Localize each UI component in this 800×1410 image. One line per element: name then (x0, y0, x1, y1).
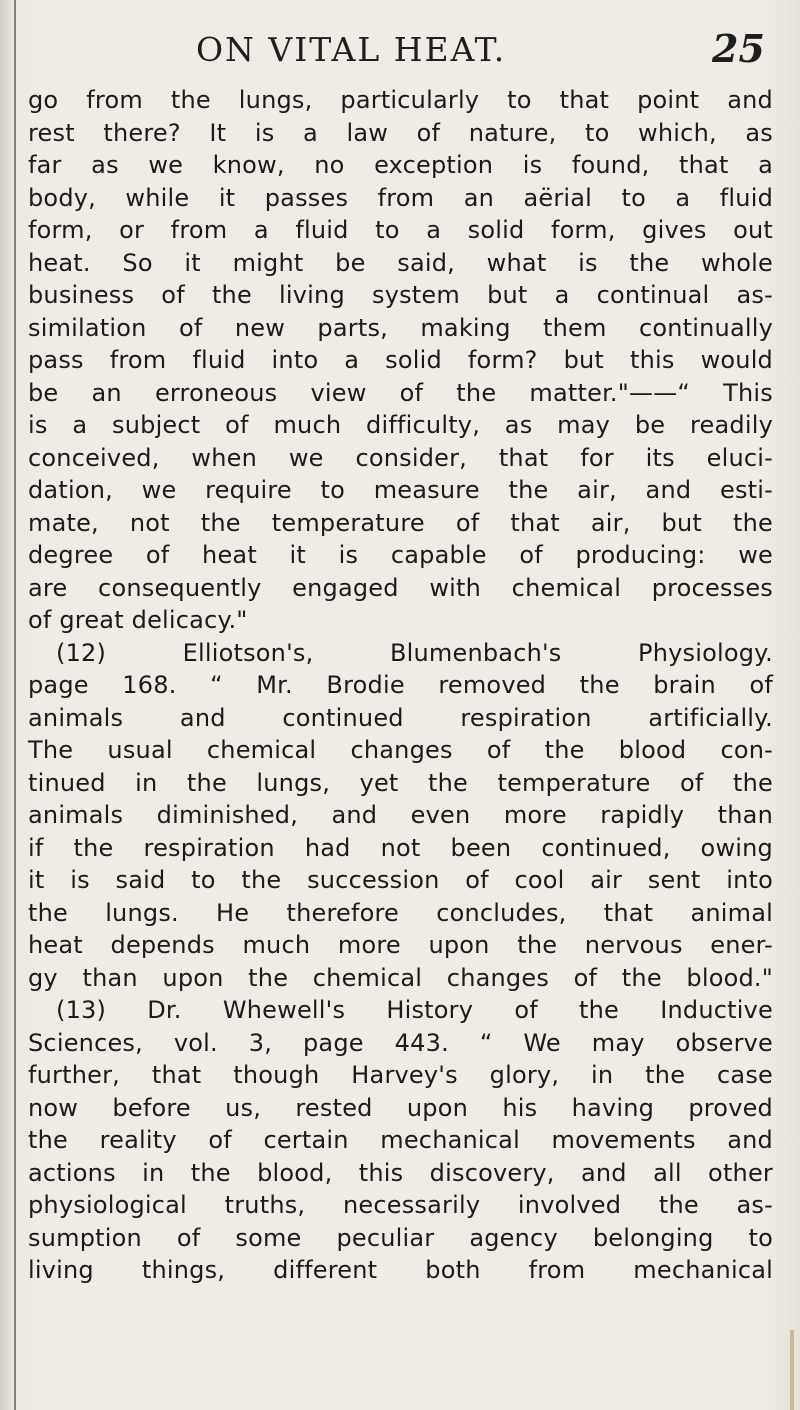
text-line: mate, not the temperature of that air, but the (28, 508, 773, 537)
text-line: body, while it passes from an aërial to a fluid (28, 183, 773, 212)
text-line: is a subject of much difficulty, as may be readily (28, 411, 773, 439)
text-line: go from the lungs, particularly to that point and (28, 86, 773, 114)
text-line: sumption of some peculiar agency belonging to (28, 1223, 773, 1252)
text-line: degree of heat it is capable of producing: we (28, 541, 773, 569)
text-line: the reality of certain mechanical movements and (28, 1126, 773, 1154)
text-line: dation, we require to measure the air, and esti- (28, 476, 773, 504)
body-text (28, 84, 773, 1287)
text-line: pass from fluid into a solid form? but this would (28, 346, 773, 374)
text-line: Sciences, vol. 3, page 443. “ We may observe (28, 1028, 773, 1057)
text-line: (12) Elliotson's, Blumenbach's Physiology. (56, 638, 773, 667)
text-line: if the respiration had not been continued, owing (28, 833, 773, 862)
text-line: page 168. “ Mr. Brodie removed the brain of (28, 671, 773, 699)
text-line: heat. So it might be said, what is the whole (28, 248, 773, 277)
text-line: living things, different both from mechanical (28, 1256, 773, 1284)
text-line: rest there? It is a law of nature, to which, as (28, 118, 773, 147)
page-header (0, 26, 800, 80)
text-line: now before us, rested upon his having proved (28, 1093, 773, 1122)
text-line: further, that though Harvey's glory, in the case (28, 1061, 773, 1089)
text-line: conceived, when we consider, that for its eluci- (28, 443, 773, 472)
text-line: physiological truths, necessarily involved the as- (28, 1191, 773, 1219)
text-line: it is said to the succession of cool air sent into (28, 866, 773, 894)
text-line: heat depends much more upon the nervous ener- (28, 931, 773, 959)
text-line: (13) Dr. Whewell's History of the Inductive (56, 996, 773, 1024)
text-line: animals and continued respiration artificially. (28, 703, 773, 732)
text-line: of great delicacy." (28, 606, 248, 634)
text-line: actions in the blood, this discovery, and all other (28, 1158, 773, 1187)
gutter-shadow (14, 0, 16, 1410)
running-head: ON VITAL HEAT. (196, 30, 507, 69)
text-line: tinued in the lungs, yet the temperature of the (28, 768, 773, 797)
page-number: 25 (712, 26, 765, 71)
page-edge-stain (790, 1330, 794, 1410)
text-line: gy than upon the chemical changes of the blood." (28, 963, 773, 992)
text-line: be an erroneous view of the matter."——“ This (28, 378, 773, 407)
text-line: form, or from a fluid to a solid form, gives out (28, 216, 773, 244)
text-line: similation of new parts, making them continually (28, 313, 773, 342)
text-line: animals diminished, and even more rapidly than (28, 801, 773, 829)
text-line: the lungs. He therefore concludes, that animal (28, 898, 773, 927)
text-line: far as we know, no exception is found, that a (28, 151, 773, 179)
text-line: The usual chemical changes of the blood con- (28, 736, 773, 764)
text-line: business of the living system but a continual as- (28, 281, 773, 309)
text-line: are consequently engaged with chemical processes (28, 573, 773, 602)
